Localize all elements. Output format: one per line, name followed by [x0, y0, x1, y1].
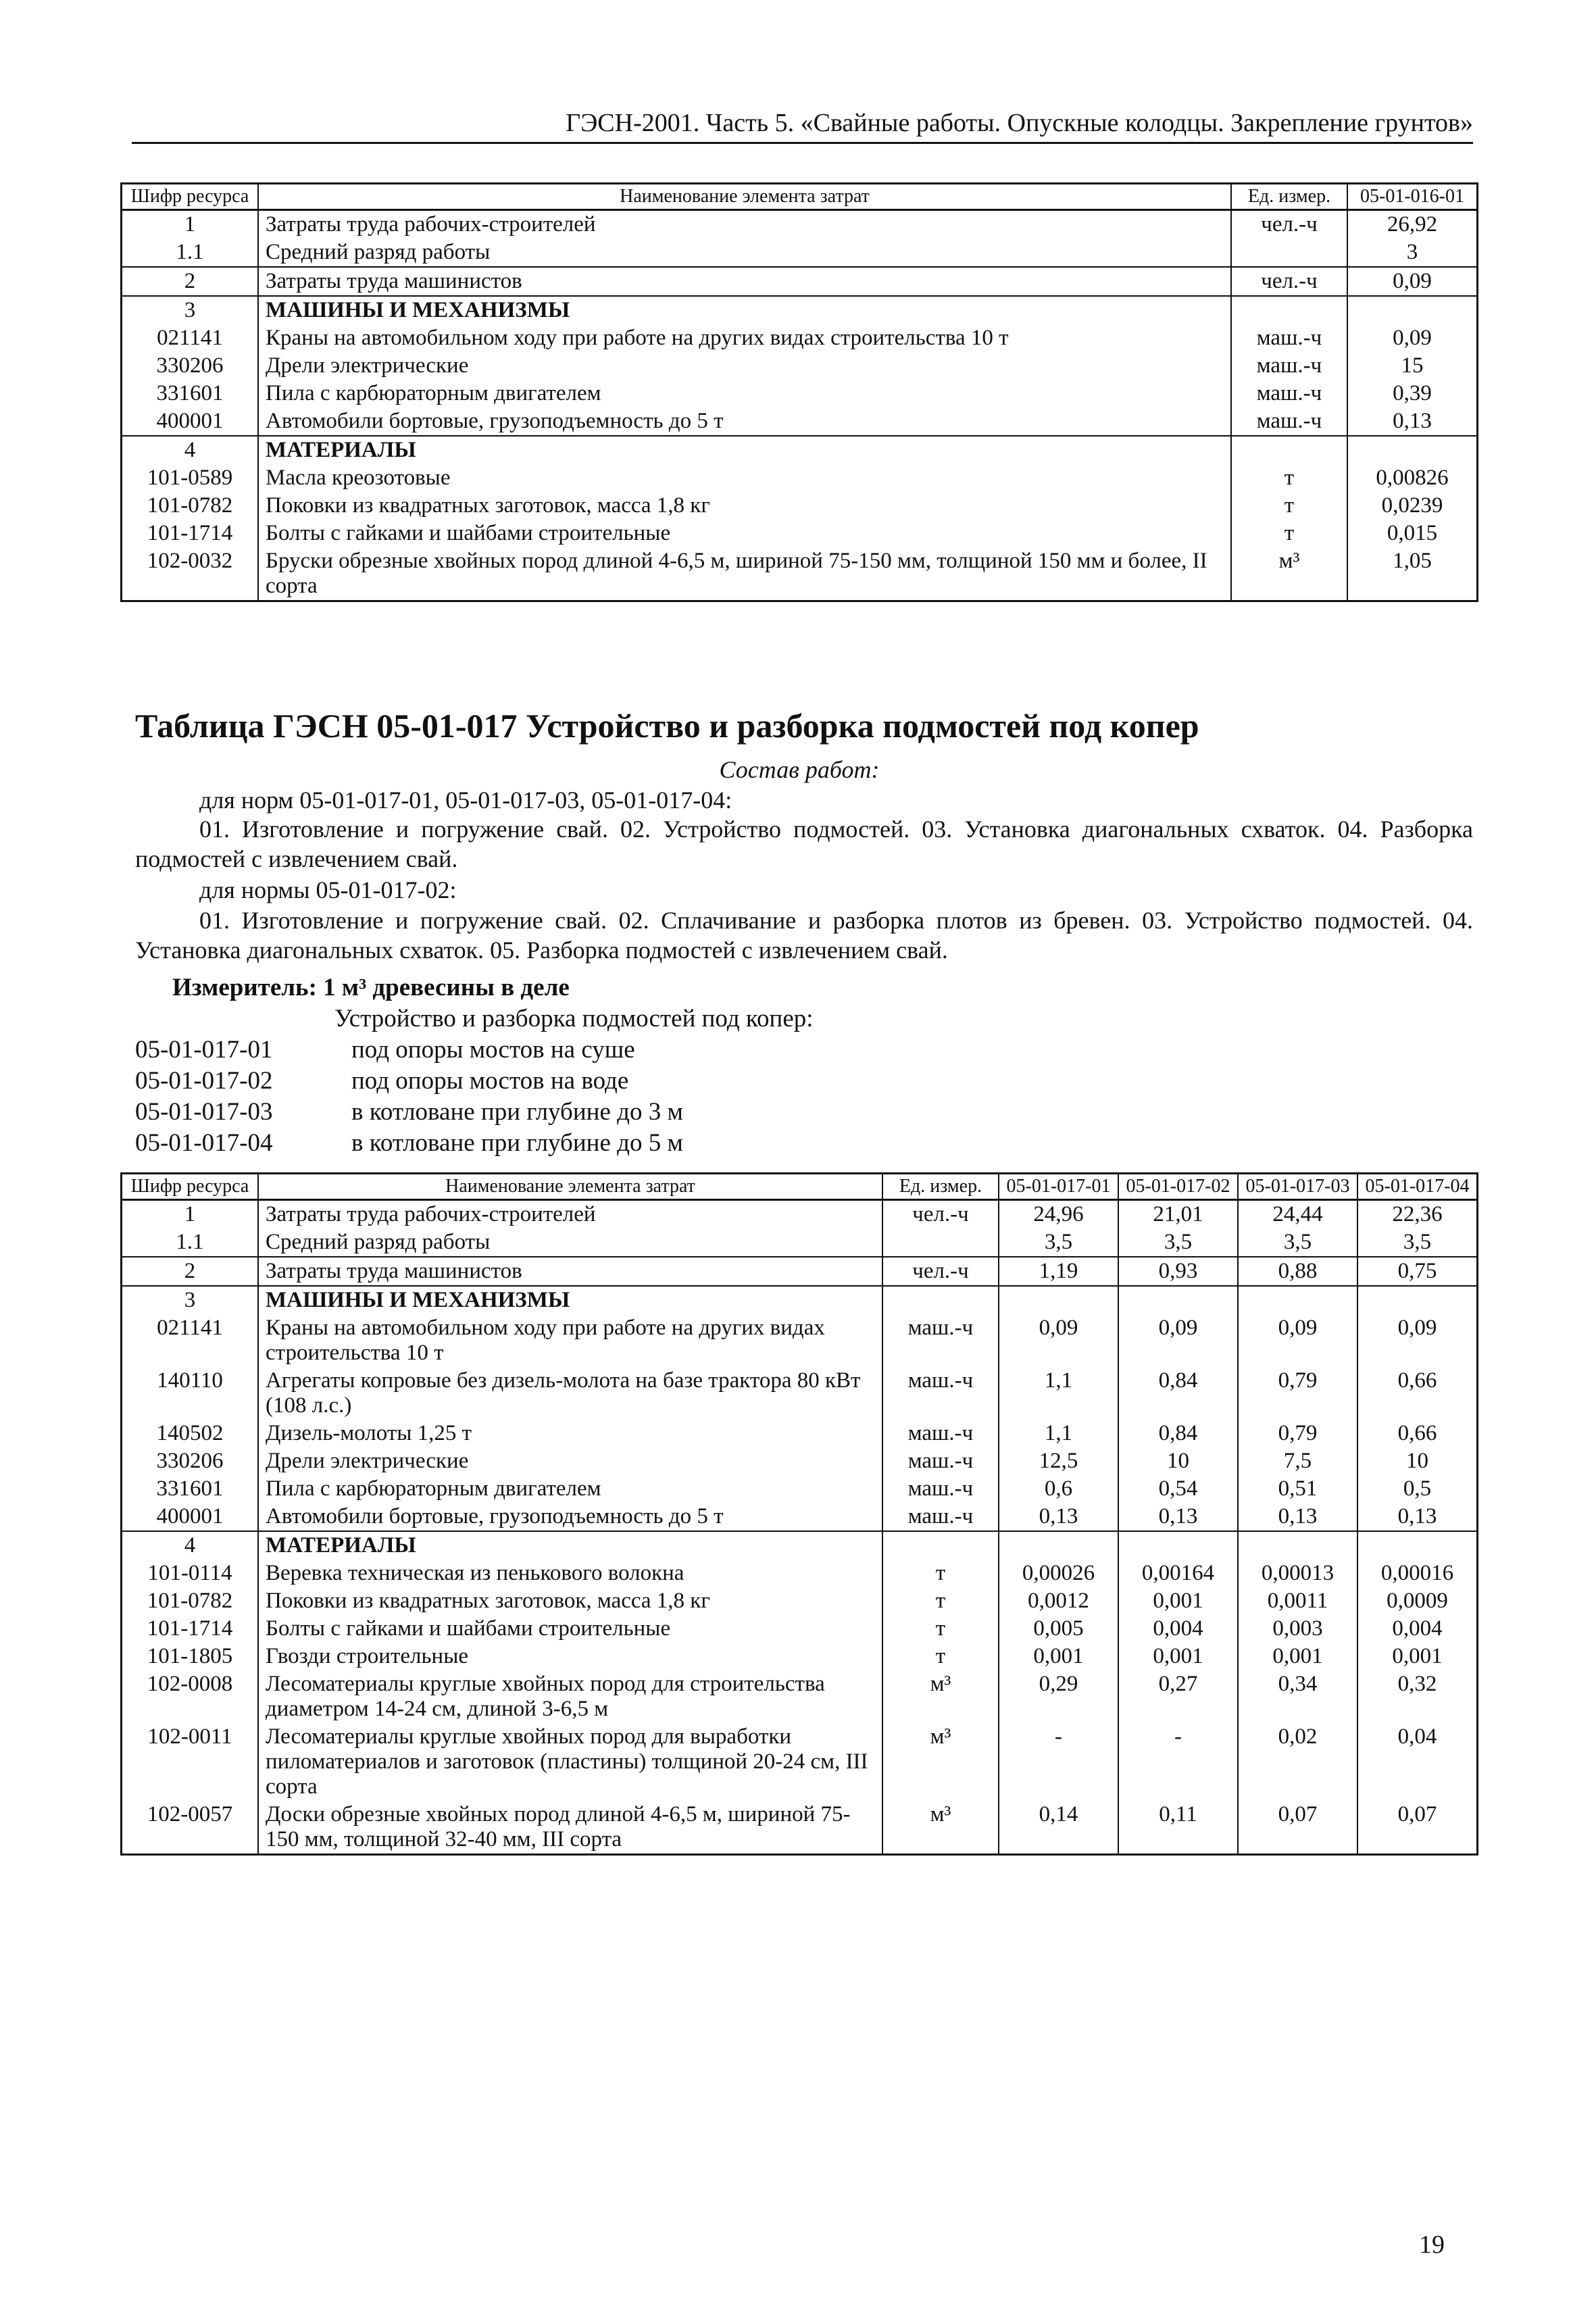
cell-unit: маш.-ч: [882, 1475, 999, 1503]
cell-code: 3: [122, 1286, 259, 1314]
cell-code: 330206: [122, 352, 259, 380]
table-row: [122, 1228, 1478, 1257]
cell-value: 0,0009: [1357, 1587, 1478, 1615]
table-row: [122, 1420, 1478, 1447]
cell-value: 0,39: [1347, 380, 1478, 407]
cell-value: [1347, 436, 1478, 464]
cell-value: 0,54: [1118, 1475, 1238, 1503]
cell-name: Затраты труда машинистов: [258, 267, 1231, 296]
cell-unit: [1231, 436, 1347, 464]
cell-name: Автомобили бортовые, грузоподъемность до 5 т: [258, 407, 1231, 436]
cell-value: 0,79: [1238, 1420, 1357, 1447]
table-row: [122, 1615, 1478, 1643]
table-row: [122, 407, 1478, 436]
table-row: [122, 267, 1478, 296]
list-item: [135, 1128, 814, 1159]
cell-code: 330206: [122, 1447, 259, 1475]
cell-value: 15: [1347, 352, 1478, 380]
table-row: [122, 1286, 1478, 1314]
cell-code: 140502: [122, 1420, 259, 1447]
cell-code: 1: [122, 1200, 259, 1229]
cell-code: 400001: [122, 1503, 259, 1531]
list-item: [135, 1035, 814, 1066]
cell-code: 101-0589: [122, 464, 259, 492]
col-header-code: Шифр ресурса: [122, 1174, 259, 1200]
cell-value: 0,5: [1357, 1475, 1478, 1503]
cell-unit: маш.-ч: [882, 1367, 999, 1420]
cell-value: 0,015: [1347, 520, 1478, 547]
norm-description: под опоры мостов на воде: [351, 1067, 629, 1095]
table-row: [122, 464, 1478, 492]
cell-code: 021141: [122, 324, 259, 352]
cell-value: 7,5: [1238, 1447, 1357, 1475]
cell-value: -: [1118, 1723, 1238, 1801]
cell-code: 331601: [122, 1475, 259, 1503]
table-row: [122, 1643, 1478, 1670]
col-header-norm-01: 05-01-017-01: [999, 1174, 1118, 1200]
cell-value: 0,004: [1357, 1615, 1478, 1643]
cell-unit: т: [1231, 492, 1347, 520]
cell-value: 3,5: [999, 1228, 1118, 1257]
cell-value: 0,001: [1238, 1643, 1357, 1670]
cell-unit: маш.-ч: [882, 1314, 999, 1367]
table-row: [122, 1447, 1478, 1475]
cell-unit: маш.-ч: [882, 1420, 999, 1447]
cell-name: Болты с гайками и шайбами строительные: [258, 1615, 882, 1643]
list-item: [135, 1097, 814, 1128]
cell-name: Дизель-молоты 1,25 т: [258, 1420, 882, 1447]
cell-value: 0,02: [1238, 1723, 1357, 1801]
cell-name: Затраты труда рабочих-строителей: [258, 1200, 882, 1229]
cell-value: 0,66: [1357, 1367, 1478, 1420]
cell-value: 0,001: [999, 1643, 1118, 1670]
cell-name: Автомобили бортовые, грузоподъемность до 5 т: [258, 1503, 882, 1531]
cell-value: 24,96: [999, 1200, 1118, 1229]
resource-table-016: [120, 182, 1478, 602]
cell-value: 0,13: [1347, 407, 1478, 436]
work-text-1: 01. Изготовление и погружение свай. 02. Устройство подмостей. 03. Установка диагональных схваток. 04. Разборка подмостей с извлечением свай.: [135, 816, 1473, 872]
cell-value: 1,05: [1347, 547, 1478, 601]
cell-unit: маш.-ч: [1231, 407, 1347, 436]
table-row: [122, 1587, 1478, 1615]
norm-list-intro: Устройство и разборка подмостей под копер:: [334, 1005, 814, 1032]
table-title: Таблица ГЭСН 05-01-017 Устройство и разборка подмостей под копер: [135, 707, 1199, 745]
cell-code: 102-0057: [122, 1801, 259, 1855]
cell-name: МАШИНЫ И МЕХАНИЗМЫ: [258, 296, 1231, 324]
cell-value: 0,004: [1118, 1615, 1238, 1643]
cell-code: 101-0114: [122, 1560, 259, 1587]
cell-unit: маш.-ч: [1231, 324, 1347, 352]
cell-code: 4: [122, 436, 259, 464]
cell-value: [1357, 1531, 1478, 1560]
cell-code: 1: [122, 210, 259, 239]
cell-value: 22,36: [1357, 1200, 1478, 1229]
cell-code: 1.1: [122, 239, 259, 267]
cell-code: 101-1805: [122, 1643, 259, 1670]
cell-code: 2: [122, 1257, 259, 1286]
cell-value: 0,88: [1238, 1257, 1357, 1286]
col-header-norm-02: 05-01-017-02: [1118, 1174, 1238, 1200]
cell-name: Лесоматериалы круглые хвойных пород для выработки пиломатериалов и заготовок (пластины) толщиной 20-24 см, III сорта: [258, 1723, 882, 1801]
cell-unit: [1231, 239, 1347, 267]
cell-name: Масла креозотовые: [258, 464, 1231, 492]
cell-value: -: [999, 1723, 1118, 1801]
col-header-name: Наименование элемента затрат: [258, 1174, 882, 1200]
col-header-norm-04: 05-01-017-04: [1357, 1174, 1478, 1200]
list-item: [135, 1066, 814, 1097]
cell-value: 3,5: [1357, 1228, 1478, 1257]
cell-code: 400001: [122, 407, 259, 436]
cell-value: 0,29: [999, 1670, 1118, 1723]
table-row: [122, 1503, 1478, 1531]
table-row: [122, 436, 1478, 464]
norm-code: 05-01-017-02: [135, 1067, 273, 1095]
cell-value: 3,5: [1118, 1228, 1238, 1257]
measure-unit: Измеритель: 1 м³ древесины в деле: [172, 974, 570, 1001]
cell-value: 0,09: [1347, 324, 1478, 352]
cell-value: [1238, 1286, 1357, 1314]
resource-table-017: [120, 1172, 1478, 1856]
cell-value: 0,0239: [1347, 492, 1478, 520]
cell-unit: маш.-ч: [1231, 380, 1347, 407]
table-row: [122, 1531, 1478, 1560]
cell-value: 21,01: [1118, 1200, 1238, 1229]
cell-value: 0,75: [1357, 1257, 1478, 1286]
cell-unit: маш.-ч: [1231, 352, 1347, 380]
cell-unit: чел.-ч: [1231, 210, 1347, 239]
cell-value: [1347, 296, 1478, 324]
cell-value: 0,11: [1118, 1801, 1238, 1855]
cell-value: 10: [1118, 1447, 1238, 1475]
cell-value: 0,93: [1118, 1257, 1238, 1286]
table-row: [122, 492, 1478, 520]
table-row: [122, 352, 1478, 380]
cell-value: 0,32: [1357, 1670, 1478, 1723]
cell-value: 0,34: [1238, 1670, 1357, 1723]
cell-code: 3: [122, 296, 259, 324]
cell-unit: чел.-ч: [1231, 267, 1347, 296]
cell-value: 0,00013: [1238, 1560, 1357, 1587]
norm-code: 05-01-017-03: [135, 1098, 273, 1126]
page-number: 19: [1419, 2231, 1445, 2259]
cell-unit: т: [882, 1643, 999, 1670]
running-header: ГЭСН-2001. Часть 5. «Свайные работы. Опускные колодцы. Закрепление грунтов»: [132, 108, 1473, 144]
cell-value: [1238, 1531, 1357, 1560]
cell-value: 24,44: [1238, 1200, 1357, 1229]
cell-value: 0,84: [1118, 1420, 1238, 1447]
work-composition-label: Состав работ:: [719, 756, 880, 783]
norm-description: под опоры мостов на суше: [351, 1036, 635, 1064]
cell-name: Поковки из квадратных заготовок, масса 1,8 кг: [258, 1587, 882, 1615]
cell-value: 0,00164: [1118, 1560, 1238, 1587]
cell-name: МАТЕРИАЛЫ: [258, 436, 1231, 464]
cell-code: 1.1: [122, 1228, 259, 1257]
cell-code: 102-0008: [122, 1670, 259, 1723]
cell-name: Пила с карбюраторным двигателем: [258, 380, 1231, 407]
cell-value: [1357, 1286, 1478, 1314]
cell-unit: м³: [882, 1723, 999, 1801]
table-row: [122, 1670, 1478, 1723]
cell-unit: [882, 1286, 999, 1314]
cell-name: Дрели электрические: [258, 352, 1231, 380]
norm-description: в котловане при глубине до 3 м: [351, 1098, 683, 1126]
cell-value: 0,14: [999, 1801, 1118, 1855]
cell-value: 0,84: [1118, 1367, 1238, 1420]
col-header-code: Шифр ресурса: [122, 184, 259, 210]
cell-value: 0,005: [999, 1615, 1118, 1643]
cell-unit: маш.-ч: [882, 1447, 999, 1475]
cell-code: 102-0011: [122, 1723, 259, 1801]
cell-unit: м³: [882, 1801, 999, 1855]
cell-value: 0,001: [1118, 1643, 1238, 1670]
cell-name: Агрегаты копровые без дизель-молота на базе трактора 80 кВт (108 л.с.): [258, 1367, 882, 1420]
table-row: [122, 1367, 1478, 1420]
cell-value: 0,51: [1238, 1475, 1357, 1503]
cell-value: 0,0012: [999, 1587, 1118, 1615]
cell-value: 0,13: [1357, 1503, 1478, 1531]
cell-name: Затраты труда машинистов: [258, 1257, 882, 1286]
cell-code: 140110: [122, 1367, 259, 1420]
cell-value: 0,79: [1238, 1367, 1357, 1420]
cell-value: 26,92: [1347, 210, 1478, 239]
cell-name: МАШИНЫ И МЕХАНИЗМЫ: [258, 1286, 882, 1314]
table-row: [122, 210, 1478, 239]
cell-name: Поковки из квадратных заготовок, масса 1,8 кг: [258, 492, 1231, 520]
cell-value: 0,09: [999, 1314, 1118, 1367]
cell-unit: т: [1231, 520, 1347, 547]
col-header-norm: 05-01-016-01: [1347, 184, 1478, 210]
cell-value: 0,07: [1357, 1801, 1478, 1855]
cell-unit: т: [882, 1615, 999, 1643]
cell-value: 0,001: [1118, 1587, 1238, 1615]
work-text-2: 01. Изготовление и погружение свай. 02. Сплачивание и разборка плотов из бревен. 03. Устройство подмостей. 04. Установка диагональных схваток. 05. Разборка подмостей с извлечением свай.: [135, 907, 1473, 964]
cell-unit: чел.-ч: [882, 1257, 999, 1286]
cell-value: 1,19: [999, 1257, 1118, 1286]
cell-unit: [882, 1531, 999, 1560]
table-row: [122, 520, 1478, 547]
table-row: [122, 239, 1478, 267]
cell-value: 1,1: [999, 1367, 1118, 1420]
cell-value: 0,00026: [999, 1560, 1118, 1587]
cell-value: 0,09: [1357, 1314, 1478, 1367]
cell-value: 0,001: [1357, 1643, 1478, 1670]
cell-name: Краны на автомобильном ходу при работе на других видах строительства 10 т: [258, 1314, 882, 1367]
norms-label-2: для нормы 05-01-017-02:: [199, 876, 457, 903]
table-row: [122, 1560, 1478, 1587]
cell-value: 12,5: [999, 1447, 1118, 1475]
cell-value: 0,07: [1238, 1801, 1357, 1855]
table-row: [122, 1475, 1478, 1503]
cell-code: 2: [122, 267, 259, 296]
table-row: [122, 1314, 1478, 1367]
col-header-unit: Ед. измер.: [882, 1174, 999, 1200]
col-header-name: Наименование элемента затрат: [258, 184, 1231, 210]
norms-label-1: для норм 05-01-017-01, 05-01-017-03, 05-01-017-04:: [199, 787, 732, 814]
cell-code: 101-1714: [122, 1615, 259, 1643]
table-row: [122, 380, 1478, 407]
norm-code: 05-01-017-01: [135, 1036, 273, 1064]
cell-unit: [882, 1228, 999, 1257]
cell-code: 101-0782: [122, 492, 259, 520]
cell-code: 4: [122, 1531, 259, 1560]
cell-value: 0,00016: [1357, 1560, 1478, 1587]
cell-value: 1,1: [999, 1420, 1118, 1447]
cell-name: Средний разряд работы: [258, 239, 1231, 267]
cell-value: 0,09: [1238, 1314, 1357, 1367]
cell-value: 0,04: [1357, 1723, 1478, 1801]
cell-code: 101-0782: [122, 1587, 259, 1615]
cell-code: 102-0032: [122, 547, 259, 601]
cell-name: Затраты труда рабочих-строителей: [258, 210, 1231, 239]
table-row: [122, 1723, 1478, 1801]
cell-value: 3: [1347, 239, 1478, 267]
table-row: [122, 1257, 1478, 1286]
cell-value: 0,6: [999, 1475, 1118, 1503]
norm-list: [135, 1003, 814, 1159]
table-row: [122, 547, 1478, 601]
cell-unit: т: [882, 1560, 999, 1587]
cell-name: Веревка техническая из пенькового волокна: [258, 1560, 882, 1587]
cell-value: 0,13: [999, 1503, 1118, 1531]
cell-name: Бруски обрезные хвойных пород длиной 4-6,5 м, шириной 75-150 мм, толщиной 150 мм и более, II сорта: [258, 547, 1231, 601]
cell-unit: чел.-ч: [882, 1200, 999, 1229]
col-header-unit: Ед. измер.: [1231, 184, 1347, 210]
cell-value: [1118, 1531, 1238, 1560]
table-row: [122, 1801, 1478, 1855]
cell-value: 0,0011: [1238, 1587, 1357, 1615]
cell-value: 0,00826: [1347, 464, 1478, 492]
cell-name: Пила с карбюраторным двигателем: [258, 1475, 882, 1503]
col-header-norm-03: 05-01-017-03: [1238, 1174, 1357, 1200]
table-row: [122, 296, 1478, 324]
cell-value: [999, 1531, 1118, 1560]
cell-value: 0,13: [1118, 1503, 1238, 1531]
cell-value: 0,003: [1238, 1615, 1357, 1643]
cell-code: 021141: [122, 1314, 259, 1367]
cell-unit: т: [882, 1587, 999, 1615]
cell-value: 0,09: [1118, 1314, 1238, 1367]
norm-code: 05-01-017-04: [135, 1129, 273, 1157]
cell-value: 3,5: [1238, 1228, 1357, 1257]
table-row: [122, 1200, 1478, 1229]
cell-name: Дрели электрические: [258, 1447, 882, 1475]
cell-unit: маш.-ч: [882, 1503, 999, 1531]
cell-code: 101-1714: [122, 520, 259, 547]
cell-name: Краны на автомобильном ходу при работе на других видах строительства 10 т: [258, 324, 1231, 352]
cell-name: Доски обрезные хвойных пород длиной 4-6,5 м, шириной 75-150 мм, толщиной 32-40 мм, III сорта: [258, 1801, 882, 1855]
cell-unit: т: [1231, 464, 1347, 492]
cell-value: 0,09: [1347, 267, 1478, 296]
cell-name: МАТЕРИАЛЫ: [258, 1531, 882, 1560]
cell-name: Лесоматериалы круглые хвойных пород для строительства диаметром 14-24 см, длиной 3-6,5 м: [258, 1670, 882, 1723]
cell-value: 0,27: [1118, 1670, 1238, 1723]
cell-unit: [1231, 296, 1347, 324]
cell-value: [1118, 1286, 1238, 1314]
table-row: [122, 324, 1478, 352]
cell-name: Средний разряд работы: [258, 1228, 882, 1257]
cell-name: Болты с гайками и шайбами строительные: [258, 520, 1231, 547]
cell-unit: м³: [882, 1670, 999, 1723]
cell-code: 331601: [122, 380, 259, 407]
cell-value: [999, 1286, 1118, 1314]
cell-name: Гвозди строительные: [258, 1643, 882, 1670]
cell-value: 10: [1357, 1447, 1478, 1475]
cell-unit: м³: [1231, 547, 1347, 601]
norm-description: в котловане при глубине до 5 м: [351, 1129, 683, 1157]
cell-value: 0,66: [1357, 1420, 1478, 1447]
cell-value: 0,13: [1238, 1503, 1357, 1531]
